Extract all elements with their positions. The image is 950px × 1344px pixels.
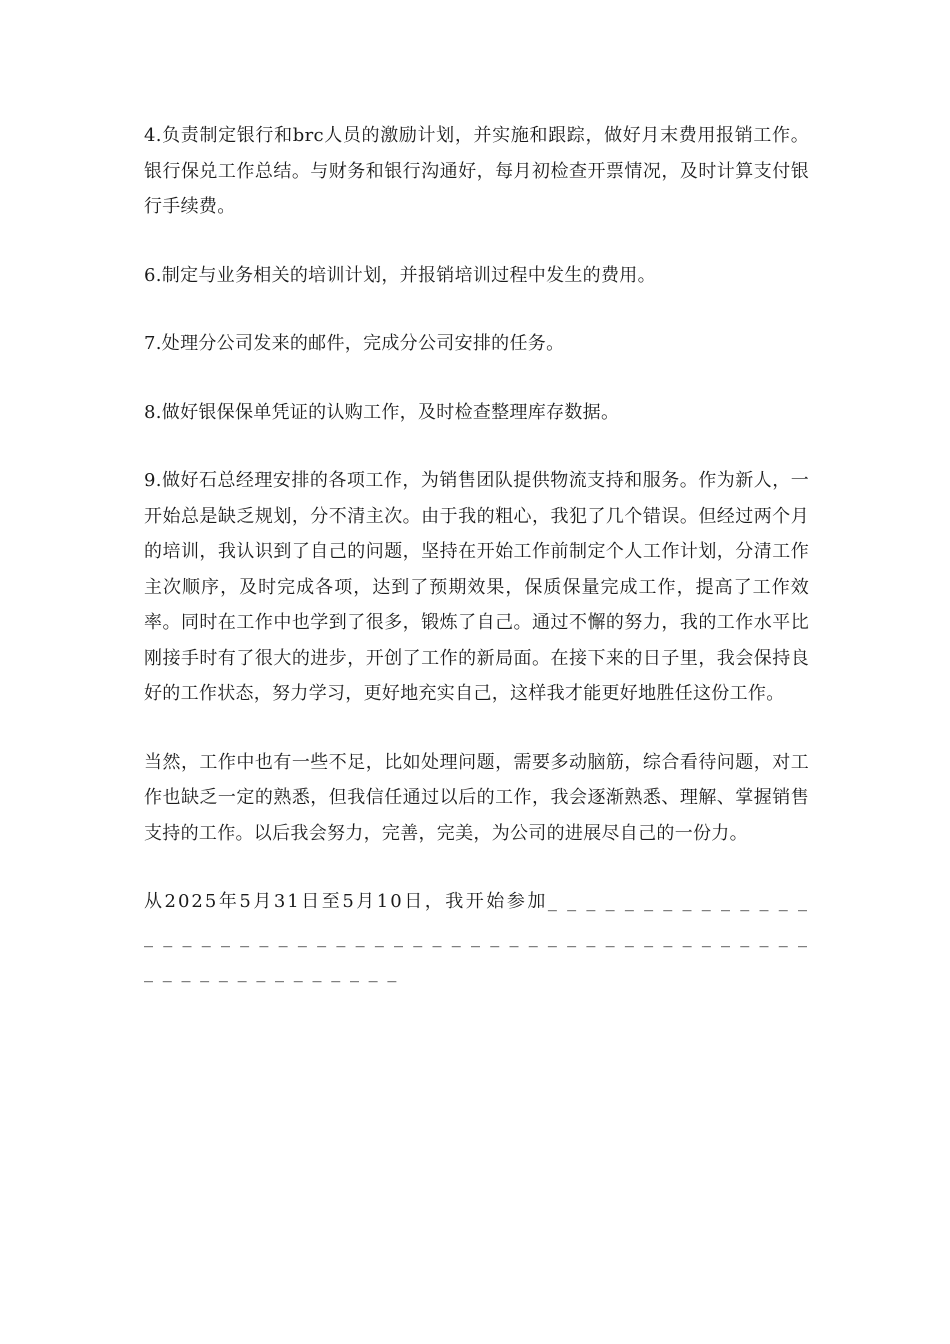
paragraph-item-6: 6.制定与业务相关的培训计划，并报销培训过程中发生的费用。	[144, 264, 656, 286]
paragraph-item-7: 7.处理分公司发来的邮件，完成分公司安排的任务。	[144, 333, 565, 354]
paragraph-item-4: 4.负责制定银行和brc人员的激励计划，并实施和跟踪，做好月末费用报销工作。银行保兑工作总结。与财务和银行沟通好，每月初检查开票情况，及时计算支付银行手续费。	[144, 125, 809, 217]
closing-fill-in-line: 从2025年5月31日至5月10日，我开始参加_ _ _ _ _ _ _ _ _ _ _ _ _ _ _ _ _ _ _ _ _ _ _ _ _ _ _ _ _ _ _ _ _ _ _ _ _ _ _ _ _ _ _ _ _ _ _ _ _ _ _ _ _ _ _ _ _ _ _ _ _ _ _	[144, 891, 809, 983]
paragraph-shortcomings: 当然，工作中也有一些不足，比如处理问题，需要多动脑筋，综合看待问题，对工作也缺乏一定的熟悉，但我信任通过以后的工作，我会逐渐熟悉、理解、掌握销售支持的工作。以后我会努力，完善，完美，为公司的进展尽自己的一份力。	[144, 751, 809, 844]
paragraph-item-9: 9.做好石总经理安排的各项工作，为销售团队提供物流支持和服务。作为新人，一开始总是缺乏规划，分不清主次。由于我的粗心，我犯了几个错误。但经过两个月的培训，我认识到了自己的问题，坚持在开始工作前制定个人工作计划，分清工作主次顺序，及时完成各项，达到了预期效果，保质保量完成工作，提高了工作效率。同时在工作中也学到了很多，锻炼了自己。通过不懈的努力，我的工作水平比刚接手时有了很大的进步，开创了工作的新局面。在接下来的日子里，我会保持良好的工作状态，努力学习，更好地充实自己，这样我才能更好地胜任这份工作。	[144, 470, 809, 704]
paragraph-item-8: 8.做好银保保单凭证的认购工作，及时检查整理库存数据。	[144, 401, 620, 423]
document-page	[144, 118, 809, 1024]
